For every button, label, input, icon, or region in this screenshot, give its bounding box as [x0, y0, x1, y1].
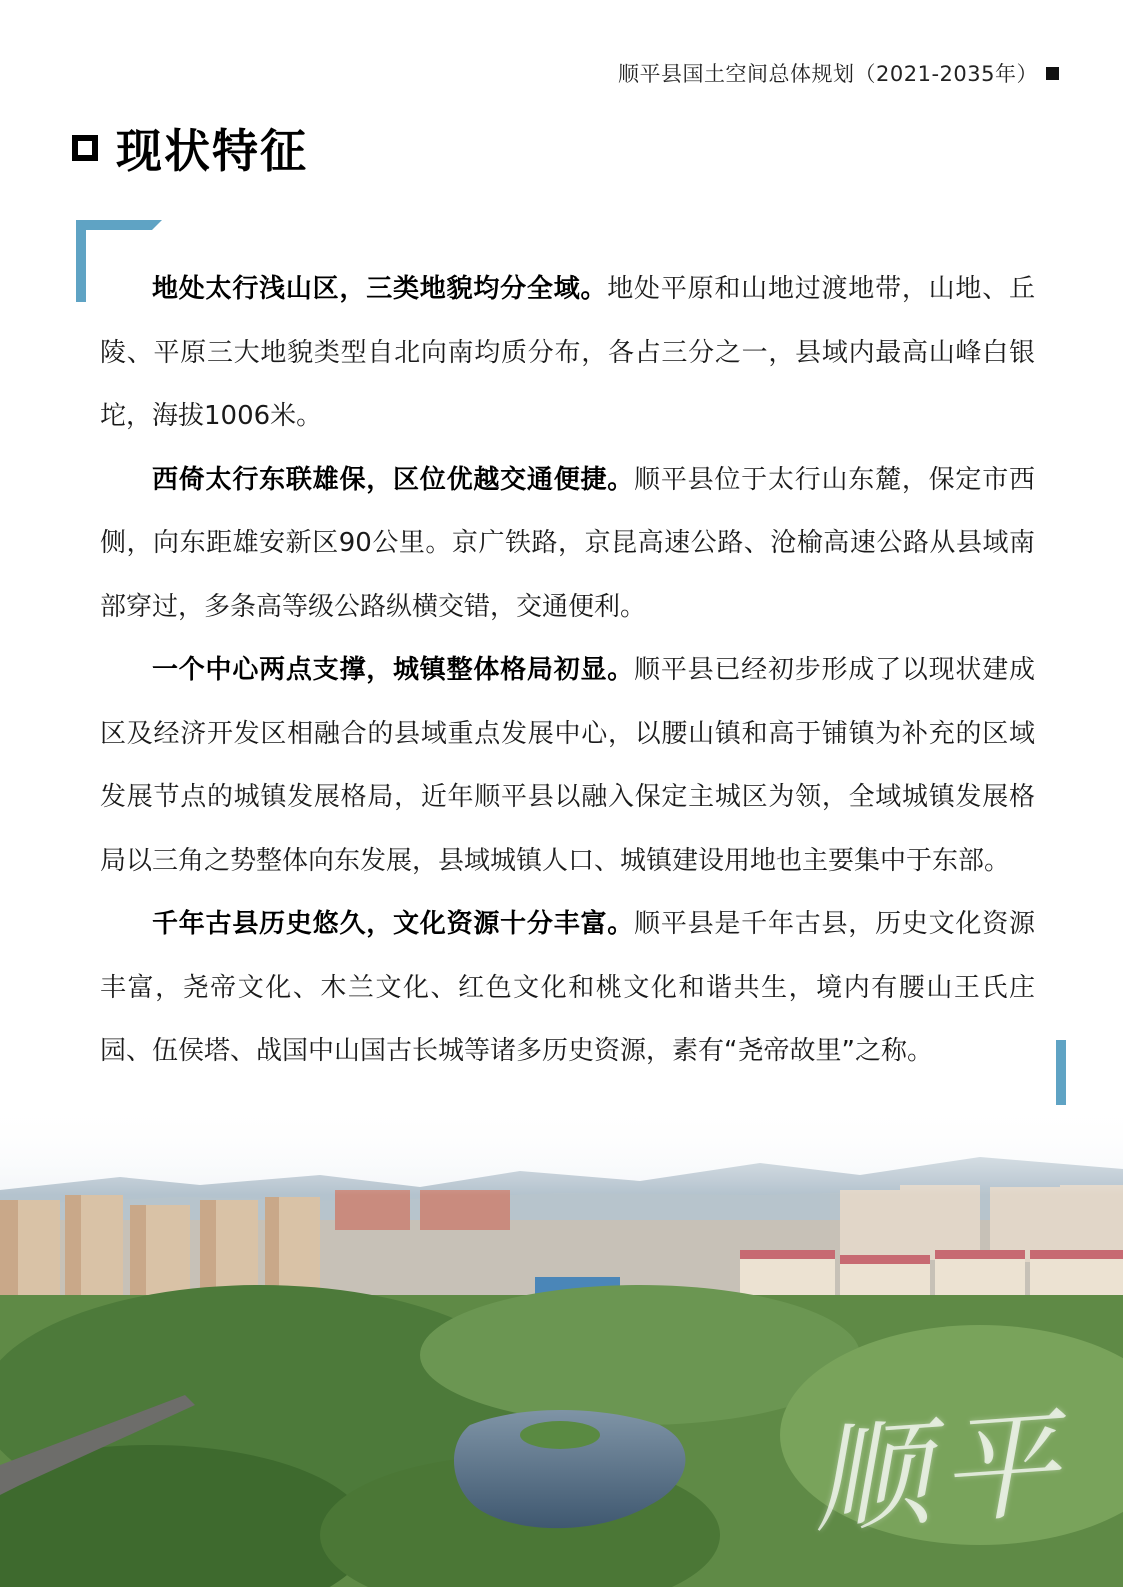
paragraph-lead: 千年古县历史悠久，文化资源十分丰富。: [152, 909, 635, 939]
paragraph-3: [100, 639, 1035, 893]
paragraph-body: 地处平原和山地过渡地带，山地、丘陵、平原三大地貌类型自北向南均质分布，各占三分之一，县域内最高山峰白银坨，海拔1006米。: [100, 274, 1035, 431]
section-heading: [72, 115, 308, 181]
paragraph-lead: 西倚太行东联雄保，区位优越交通便捷。: [152, 464, 635, 495]
paragraph-4: [100, 893, 1035, 1084]
paragraph-body: 顺平县位于太行山东麓，保定市西侧，向东距雄安新区90公里。京广铁路，京昆高速公路、沧榆高速公路从县域南部穿过，多条高等级公路纵横交错，交通便利。: [100, 464, 1035, 622]
paragraph-1: [100, 258, 1035, 449]
paragraph-lead: 一个中心两点支撑，城镇整体格局初显。: [152, 655, 635, 685]
section-title: 现状特征: [116, 124, 308, 178]
paragraph-body: 顺平县已经初步形成了以现状建成区及经济开发区相融合的县域重点发展中心，以腰山镇和高于铺镇为补充的区域发展节点的城镇发展格局，近年顺平县以融入保定主城区为领，全域城镇发展格局以三角之势整体向东发展，县域城镇人口、城镇建设用地也主要集中于东部。: [100, 655, 1035, 876]
page-header: [618, 58, 1059, 88]
paragraph-lead: 地处太行浅山区，三类地貌均分全域。: [152, 274, 608, 304]
watermark-text: 顺平: [807, 1394, 1073, 1550]
header-square-icon: [1046, 67, 1059, 80]
body-text: [100, 258, 1035, 1084]
document-title: 顺平县国土空间总体规划（2021-2035年）: [618, 62, 1038, 86]
square-bullet-icon: [72, 135, 98, 161]
paragraph-body: 顺平县是千年古县，历史文化资源丰富，尧帝文化、木兰文化、红色文化和桃文化和谐共生，境内有腰山王氏庄园、伍侯塔、战国中山国古长城等诸多历史资源，素有“尧帝故里”之称。: [100, 909, 1035, 1066]
paragraph-2: [100, 449, 1035, 640]
city-aerial-photo: [0, 1105, 1123, 1587]
